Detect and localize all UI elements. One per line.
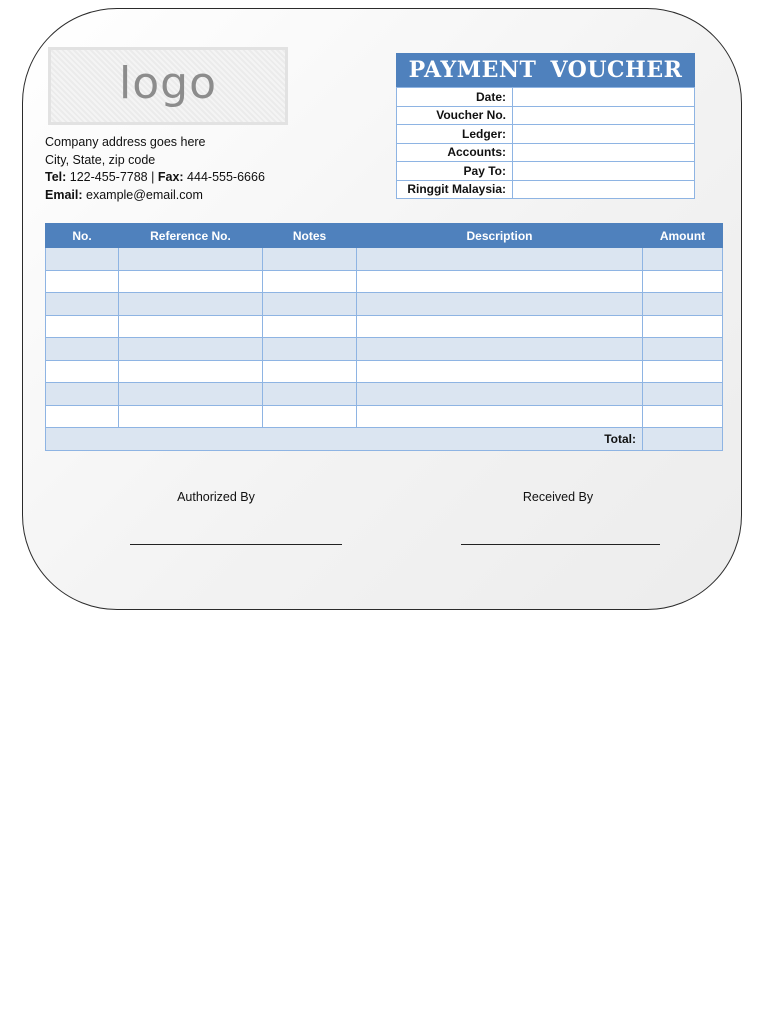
authorized-by-label: Authorized By (177, 490, 255, 504)
cell-notes[interactable] (263, 360, 357, 383)
ringgit-malaysia-field[interactable] (513, 180, 695, 199)
company-email-line (45, 187, 265, 205)
cell-amount[interactable] (643, 338, 723, 361)
cell-reference-no[interactable] (119, 270, 263, 293)
ringgit-malaysia-label: Ringgit Malaysia: (397, 180, 513, 199)
voucher-no-field[interactable] (513, 106, 695, 125)
tel-value: 122-455-7788 (69, 170, 148, 184)
detail-row-pay-to (397, 162, 695, 181)
email-label: Email: (45, 187, 83, 202)
cell-amount[interactable] (643, 405, 723, 428)
cell-description[interactable] (357, 293, 643, 316)
cell-reference-no[interactable] (119, 248, 263, 271)
cell-notes[interactable] (263, 293, 357, 316)
pay-to-label: Pay To: (397, 162, 513, 181)
cell-reference-no[interactable] (119, 293, 263, 316)
ledger-field[interactable] (513, 125, 695, 144)
received-signature-line[interactable] (461, 544, 660, 545)
total-label: Total: (46, 428, 643, 451)
column-header-amount: Amount (643, 224, 723, 248)
payment-items-table (45, 223, 723, 451)
date-field[interactable] (513, 88, 695, 107)
cell-no[interactable] (46, 338, 119, 361)
authorized-signature-line[interactable] (130, 544, 342, 545)
table-row (46, 405, 723, 428)
cell-notes[interactable] (263, 270, 357, 293)
pay-to-field[interactable] (513, 162, 695, 181)
cell-no[interactable] (46, 315, 119, 338)
detail-row-accounts (397, 143, 695, 162)
table-row (46, 293, 723, 316)
cell-reference-no[interactable] (119, 338, 263, 361)
date-label: Date: (397, 88, 513, 107)
cell-reference-no[interactable] (119, 315, 263, 338)
ledger-label: Ledger: (397, 125, 513, 144)
cell-notes[interactable] (263, 338, 357, 361)
contact-separator: | (151, 170, 155, 184)
column-header-no: No. (46, 224, 119, 248)
cell-reference-no[interactable] (119, 360, 263, 383)
company-info (45, 134, 265, 204)
table-row (46, 248, 723, 271)
logo-text: logo (119, 57, 217, 109)
table-row (46, 315, 723, 338)
total-amount-field[interactable] (643, 428, 723, 451)
company-address-line1: Company address goes here (45, 135, 206, 149)
cell-no[interactable] (46, 293, 119, 316)
cell-reference-no[interactable] (119, 383, 263, 406)
received-by-label: Received By (522, 490, 594, 504)
cell-reference-no[interactable] (119, 405, 263, 428)
table-row (46, 270, 723, 293)
cell-notes[interactable] (263, 405, 357, 428)
cell-notes[interactable] (263, 383, 357, 406)
detail-row-ledger (397, 125, 695, 144)
accounts-field[interactable] (513, 143, 695, 162)
company-address-line2: City, State, zip code (45, 152, 156, 167)
table-row (46, 338, 723, 361)
cell-amount[interactable] (643, 270, 723, 293)
tel-label: Tel: (45, 170, 67, 184)
cell-description[interactable] (357, 383, 643, 406)
voucher-header (396, 53, 695, 199)
cell-no[interactable] (46, 405, 119, 428)
cell-amount[interactable] (643, 293, 723, 316)
fax-value: 444-555-6666 (187, 170, 265, 184)
detail-row-date (397, 88, 695, 107)
column-header-reference-no: Reference No. (119, 224, 263, 248)
items-header-row (46, 224, 723, 248)
cell-description[interactable] (357, 248, 643, 271)
table-row (46, 383, 723, 406)
fax-label: Fax: (157, 170, 184, 184)
voucher-details-table (396, 87, 695, 199)
cell-amount[interactable] (643, 360, 723, 383)
cell-description[interactable] (357, 270, 643, 293)
voucher-no-label: Voucher No. (397, 106, 513, 125)
column-header-description: Description (357, 224, 643, 248)
logo-placeholder (48, 47, 288, 125)
cell-amount[interactable] (643, 248, 723, 271)
cell-no[interactable] (46, 270, 119, 293)
company-phone-line (45, 169, 265, 187)
cell-amount[interactable] (643, 315, 723, 338)
cell-notes[interactable] (263, 315, 357, 338)
cell-no[interactable] (46, 360, 119, 383)
email-value: example@email.com (86, 187, 203, 202)
cell-no[interactable] (46, 248, 119, 271)
total-row (46, 428, 723, 451)
cell-no[interactable] (46, 383, 119, 406)
cell-description[interactable] (357, 338, 643, 361)
cell-description[interactable] (357, 405, 643, 428)
detail-row-voucher-no (397, 106, 695, 125)
detail-row-ringgit (397, 180, 695, 199)
table-row (46, 360, 723, 383)
voucher-title: PAYMENT VOUCHER (396, 53, 695, 87)
cell-description[interactable] (357, 315, 643, 338)
column-header-notes: Notes (263, 224, 357, 248)
cell-amount[interactable] (643, 383, 723, 406)
cell-notes[interactable] (263, 248, 357, 271)
accounts-label: Accounts: (397, 143, 513, 162)
cell-description[interactable] (357, 360, 643, 383)
